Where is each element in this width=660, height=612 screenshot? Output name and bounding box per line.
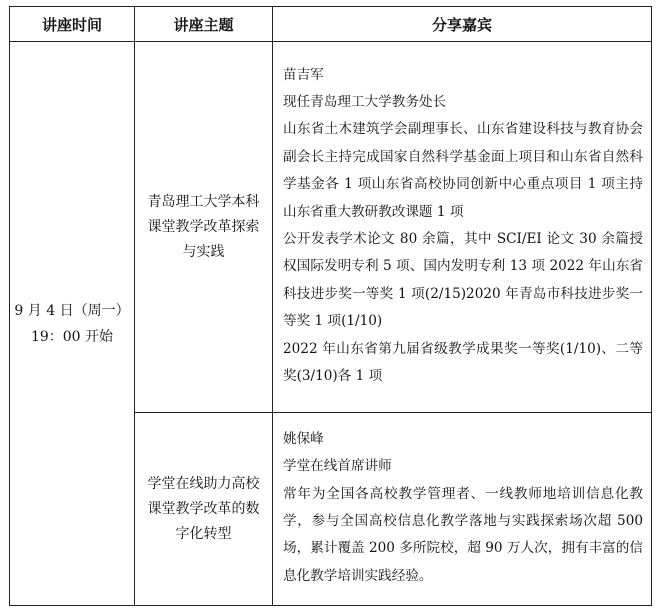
guest-cell <box>273 42 652 413</box>
guest-bio-paragraph: 公开发表学术论文 80 余篇，其中 SCI/EI 论文 30 余篇授权国际发明专利 5 项、国内发明专利 13 项 2022 年山东省科技进步奖一等奖 1 项(2/15)2020 年青岛市科技进步奖一等奖 1 项(1/10) <box>283 231 643 330</box>
guest-name: 姚保峰 <box>283 430 324 447</box>
lecture-date: 9 月 4 日（周一） <box>14 302 130 319</box>
guest-bio-paragraph: 常年为全国各高校教学管理者、一线教师地培训信息化教学，参与全国高校信息化教学落地与实践探索场次超 500 场，累计覆盖 200 多所院校，超 90 万人次，拥有丰富的信息化教学培训实践经验。 <box>283 485 643 584</box>
guest-cell <box>273 413 652 606</box>
header-guest: 分享嘉宾 <box>273 7 652 42</box>
guest-title: 现任青岛理工大学教务处长 <box>283 93 447 110</box>
lecture-start-time: 19：00 开始 <box>30 328 114 345</box>
lecture-time-cell <box>10 42 135 606</box>
guest-bio-paragraph: 2022 年山东省第九届省级教学成果奖一等奖(1/10)、二等奖(3/10)各 1 项 <box>283 340 643 385</box>
lecture-schedule-table <box>9 6 652 606</box>
guest-name: 苗吉军 <box>283 66 324 83</box>
header-topic: 讲座主题 <box>135 7 273 42</box>
header-time: 讲座时间 <box>10 7 135 42</box>
topic-cell: 学堂在线助力高校课堂教学改革的数字化转型 <box>135 413 273 606</box>
guest-bio-paragraph: 山东省土木建筑学会副理事长、山东省建设科技与教育协会副会长主持完成国家自然科学基金面上项目和山东省自然科学基金各 1 项山东省高校协同创新中心重点项目 1 项主持山东省重大教研教改课题 1 项 <box>283 121 643 220</box>
guest-title: 学堂在线首席讲师 <box>283 458 392 475</box>
header-row <box>10 7 652 42</box>
topic-cell: 青岛理工大学本科课堂教学改革探索与实践 <box>135 42 273 413</box>
table-row <box>10 42 652 413</box>
